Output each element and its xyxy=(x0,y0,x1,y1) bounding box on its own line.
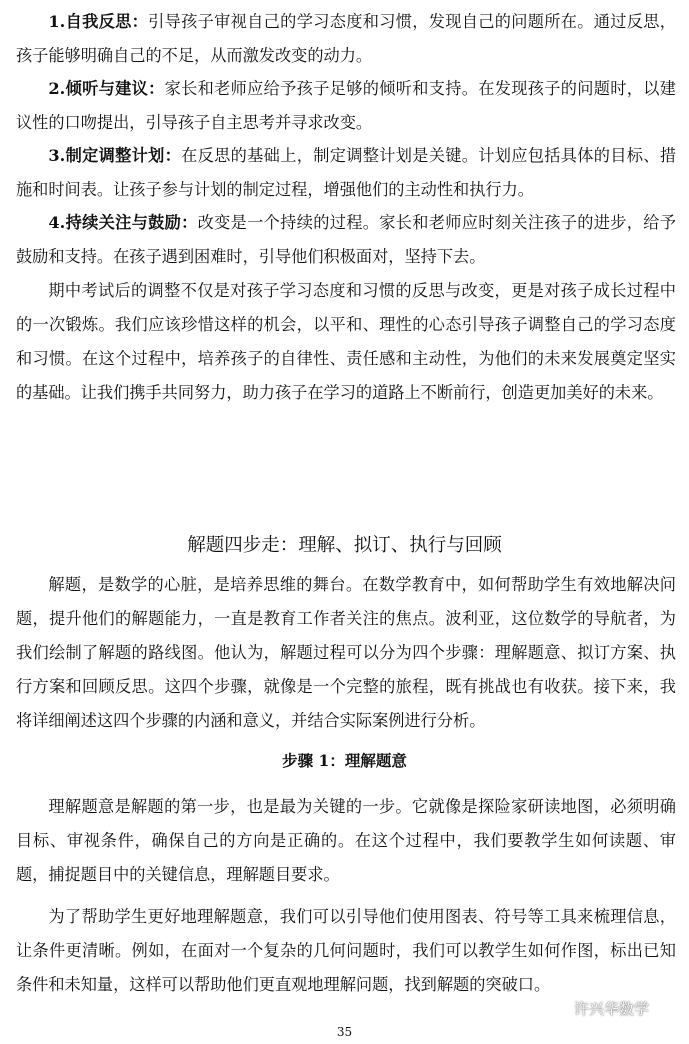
step-1-title: 步骤 1：理解题意 xyxy=(282,751,407,770)
paragraph-text: 在反思的基础上，制定调整计划是关键。计划应包括具体的目标、措施和时间表。让孩子参与计划的制定过程，增强他们的主动性和执行力。 xyxy=(16,146,677,199)
paragraph-text: 改变是一个持续的过程。家长和老师应时刻关注孩子的进步，给予鼓励和支持。在孩子遇到困难时，引导他们积极面对，坚持下去。 xyxy=(16,213,676,266)
paragraph-continuous-attention xyxy=(16,206,676,274)
paragraph-listen-suggest xyxy=(16,72,676,140)
paragraph-lead: 2.倾听与建议： xyxy=(48,79,165,98)
watermark-text: 许兴华数学 xyxy=(574,999,650,1018)
wechat-icon xyxy=(548,999,570,1017)
paragraph-step1-a: 理解题意是解题的第一步，也是最为关键的一步。它就像是探险家研读地图，必须明确目标、审视条件，确保自己的方向是正确的。在这个过程中，我们要教学生如何读题、审题，捕捉题目中的关键信息，理解题目要求。 xyxy=(16,797,676,884)
paragraph-text: 引导孩子审视自己的学习态度和习惯，发现自己的问题所在。通过反思，孩子能够明确自己的不足，从而激发改变的动力。 xyxy=(16,12,676,65)
paragraph-lead: 4.持续关注与鼓励： xyxy=(48,213,198,232)
paragraph-self-reflection xyxy=(16,5,676,73)
page-number: 35 xyxy=(336,1025,353,1039)
paragraph-text: 家长和老师应给予孩子足够的倾听和支持。在发现孩子的问题时，以建议性的口吻提出，引导孩子自主思考并寻求改变。 xyxy=(16,79,676,132)
paragraph-lead: 1.自我反思： xyxy=(48,12,149,31)
paragraph-lead: 3.制定调整计划： xyxy=(48,146,182,165)
section-title: 解题四步走：理解、拟订、执行与回顾 xyxy=(187,535,502,556)
paragraph-text: 期中考试后的调整不仅是对孩子学习态度和习惯的反思与改变，更是对孩子成长过程中的一次锻炼。我们应该珍惜这样的机会，以平和、理性的心态引导孩子调整自己的学习态度和习惯。在这个过程中，培养孩子的自律性、责任感和主动性，为他们的未来发展奠定坚实的基础。让我们携手共同努力，助力孩子在学习的道路上不断前行，创造更加美好的未来。 xyxy=(16,281,676,402)
paragraph-adjust-plan xyxy=(16,139,676,207)
paragraph-conclusion xyxy=(16,274,676,410)
paragraph-step1-b: 为了帮助学生更好地理解题意，我们可以引导他们使用图表、符号等工具来梳理信息，让条件更清晰。例如，在面对一个复杂的几何问题时，我们可以教学生如何作图，标出已知条件和未知量，这样可以帮助他们更直观地理解问题，找到解题的突破口。 xyxy=(16,907,676,994)
watermark xyxy=(548,996,649,1020)
paragraph-intro: 解题，是数学的心脏，是培养思维的舞台。在数学教育中，如何帮助学生有效地解决问题，提升他们的解题能力，一直是教育工作者关注的焦点。波利亚，这位数学的导航者，为我们绘制了解题的路线图。他认为，解题过程可以分为四个步骤：理解题意、拟订方案、执行方案和回顾反思。这四个步骤，就像是一个完整的旅程，既有挑战也有收获。接下来，我将详细阐述这四个步骤的内涵和意义，并结合实际案例进行分析。 xyxy=(16,575,676,730)
